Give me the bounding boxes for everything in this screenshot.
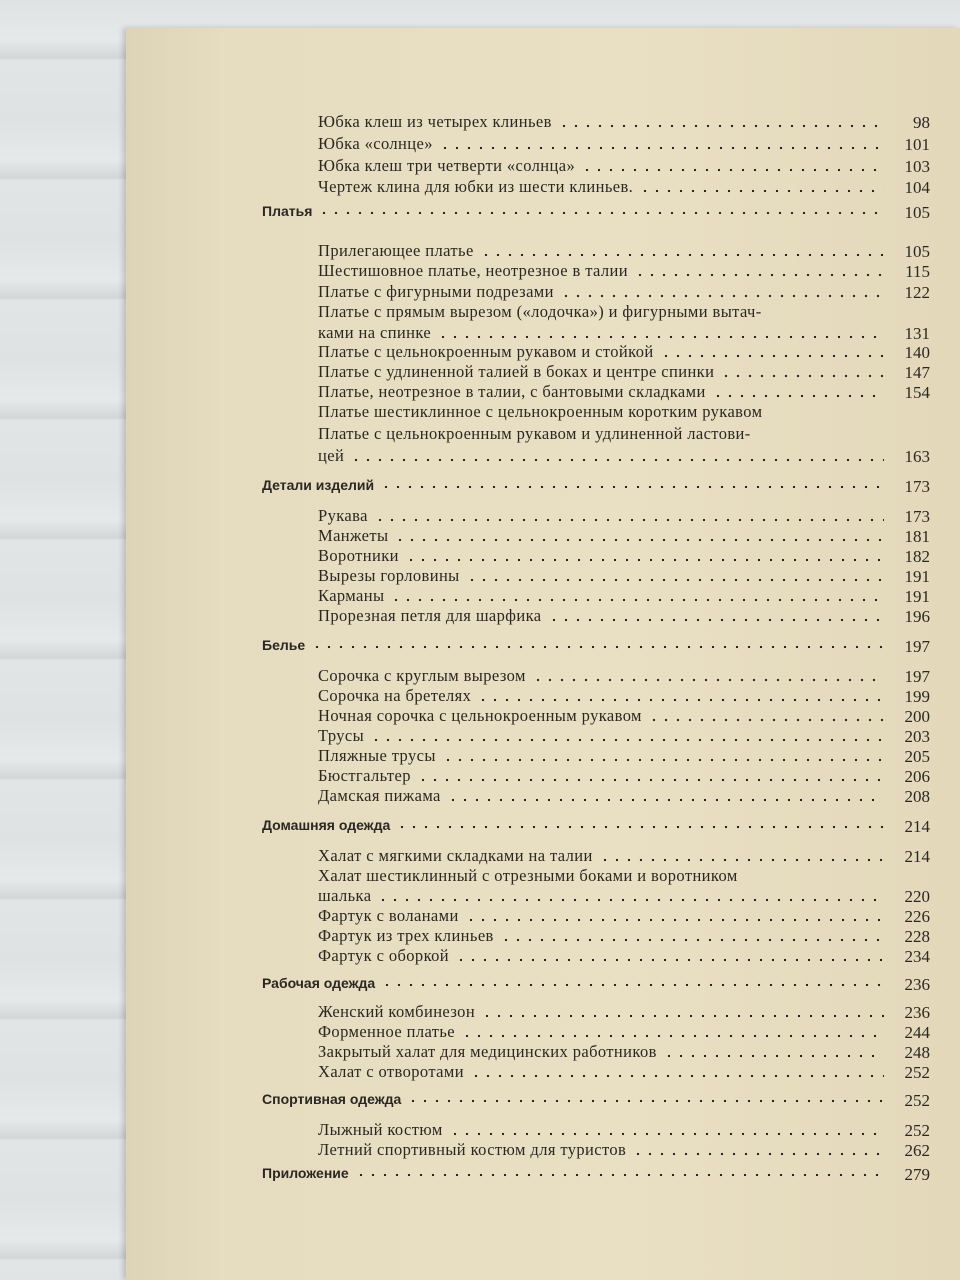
toc-entry-title: Сорочка на бретелях [318,686,472,705]
toc-entry [318,1024,890,1041]
toc-entry-title: Юбка «солнце» [318,134,433,153]
dot-leader [663,1054,884,1058]
toc-entry [318,588,890,605]
dot-leader [407,1099,884,1103]
toc-entry [318,426,890,443]
toc-page-number: 252 [904,1063,930,1082]
toc-entry [318,325,890,342]
toc-entry-title: Прорезная петля для шарфика [318,606,542,625]
toc-entry-title: шалька [318,886,372,905]
toc-page-number: 197 [904,667,930,686]
toc-entry-title: Пляжные трусы [318,746,436,765]
toc-page-number: 244 [904,1023,930,1042]
toc-entry [318,668,890,685]
toc-entry-title: Закрытый халат для медицинских работников [318,1042,657,1061]
toc-entry [318,908,890,925]
toc-page-number: 104 [904,178,930,197]
toc-page-number: 163 [904,447,930,466]
toc-page-number: 191 [904,587,930,606]
dot-leader [470,1074,884,1078]
dot-leader [632,1152,884,1156]
toc-entry-title: Вырезы горловины [318,566,460,585]
toc-entry-title: Платье с цельнокроенным рукавом и стойкой [318,342,654,361]
toc-entry [318,1044,890,1061]
dot-leader [374,518,884,522]
toc-entry [318,728,890,745]
toc-page-number: 105 [904,242,930,261]
dot-leader [768,314,884,318]
toc-page-number: 205 [904,747,930,766]
toc-entry [318,688,890,705]
toc-entry-title: ками на спинке [318,323,432,342]
toc-entry-title: Дамская пижама [318,786,441,805]
toc-entry-title: Чертеж клина для юбки из шести клиньев. [318,177,634,196]
toc-page-number: 279 [904,1165,930,1184]
toc-entry [318,136,890,153]
toc-entry-title: Платье шестиклинное с цельнокроенным коротким рукавом [318,402,763,421]
toc-entry [318,1004,890,1021]
toc-page-number: 226 [904,907,930,926]
toc-entry [318,384,890,401]
toc-entry-title: Летний спортивный костюм для туристов [318,1140,627,1159]
dot-leader [447,798,884,802]
toc-page-number: 199 [904,687,930,706]
dot-leader [449,1132,884,1136]
toc-page-number: 236 [904,1003,930,1022]
toc-page-number: 203 [904,727,930,746]
dot-leader [370,738,884,742]
toc-entry [318,788,890,805]
toc-page-number: 262 [904,1141,930,1160]
dot-leader [350,458,884,462]
toc-page-number: 197 [904,637,930,656]
toc-entry-title: Манжеты [318,526,389,545]
toc-entry [318,708,890,725]
toc-entry [318,344,890,361]
toc-entry [318,364,890,381]
dot-leader [439,146,884,150]
dot-leader [744,878,884,882]
toc-page-number: 154 [904,383,930,402]
toc-entry-title: Лыжный костюм [318,1120,443,1139]
toc-entry [318,114,890,131]
toc-entry-title: Шестишовное платье, неотрезное в талии [318,261,629,280]
dot-leader [455,958,884,962]
toc-entry-title: Платья [262,203,313,219]
dot-leader [639,189,884,193]
toc-page-number: 220 [904,887,930,906]
toc-section-heading [262,976,890,990]
toc-entry-title: Платье с фигурными подрезами [318,282,554,301]
toc-entry-title: Платье с удлиненной талией в боках и центре спинки [318,362,715,381]
dot-leader [481,1014,884,1018]
dot-leader [712,394,884,398]
toc-page-number: 98 [913,113,930,132]
dot-leader [532,678,884,682]
dot-leader [380,485,884,489]
toc-section-heading [262,204,890,218]
toc-entry-title: Форменное платье [318,1022,456,1041]
dot-leader [560,294,884,298]
dot-leader [396,825,884,829]
toc-entry [318,404,890,421]
toc-entry [318,179,890,196]
toc-entry-title: Карманы [318,586,385,605]
dot-leader [390,598,884,602]
toc-page-number: 200 [904,707,930,726]
dot-leader [442,758,884,762]
toc-entry-title: Рукава [318,506,368,525]
toc-section-heading [262,1166,890,1180]
toc-entry-title: Воротники [318,546,399,565]
dot-leader [768,414,884,418]
toc-entry-title: Детали изделий [262,477,375,493]
toc-page-number: 101 [904,135,930,154]
toc-entry-title: Халат шестиклинный с отрезными боками и воротником [318,866,738,885]
dot-leader [477,698,884,702]
toc-page-number: 252 [904,1091,930,1110]
toc-page-number: 214 [904,817,930,836]
dot-leader [311,645,884,649]
toc-entry [318,768,890,785]
toc-entry-title: Фартук из трех клиньев [318,926,494,945]
toc-entry [318,263,890,280]
dot-leader [581,168,884,172]
toc-entry-title: Платье с цельнокроенным рукавом и удлиненной ластови- [318,424,751,443]
dot-leader [648,718,884,722]
toc-page-number: 182 [904,547,930,566]
toc-page-number: 234 [904,947,930,966]
toc-page-number: 122 [904,283,930,302]
toc-entry [318,1064,890,1081]
dot-leader [548,618,884,622]
toc-entry-title: Прилегающее платье [318,241,474,260]
dot-leader [599,858,884,862]
toc-entry-title: Ночная сорочка с цельнокроенным рукавом [318,706,642,725]
dot-leader [405,558,884,562]
toc-page-number: 105 [904,203,930,222]
toc-page-number: 228 [904,927,930,946]
toc-entry-title: Платье, неотрезное в талии, с бантовыми складками [318,382,706,401]
dot-leader [558,124,884,128]
toc-entry [318,528,890,545]
toc-entry-title: Рабочая одежда [262,975,376,991]
toc-entry [318,284,890,301]
toc-entry-title: цей [318,446,345,465]
dot-leader [634,273,884,277]
toc-page-number: 208 [904,787,930,806]
toc-entry [318,508,890,525]
toc-entry-title: Юбка клеш три четверти «солнца» [318,156,576,175]
dot-leader [461,1034,884,1038]
toc-entry-title: Халат с отворотами [318,1062,464,1081]
toc-page-number: 131 [904,324,930,343]
toc-entry [318,608,890,625]
toc-page-number: 173 [904,477,930,496]
toc-entry-title: Платье с прямым вырезом («лодочка») и фигурными вытач- [318,302,762,321]
toc-entry [318,748,890,765]
toc-entry-title: Трусы [318,726,365,745]
dot-leader [377,898,884,902]
toc-section-heading [262,1092,890,1106]
toc-entry-title: Белье [262,637,306,653]
toc-entry [318,948,890,965]
toc-entry [318,928,890,945]
toc-page-number: 191 [904,567,930,586]
toc-entry [318,868,890,885]
toc-page-number: 206 [904,767,930,786]
dot-leader [394,538,884,542]
toc-entry [318,304,890,321]
toc-entry [318,888,890,905]
toc-entry [318,158,890,175]
toc-page-number: 252 [904,1121,930,1140]
toc-entry-title: Юбка клеш из четырех клиньев [318,112,552,131]
toc-entry [318,243,890,260]
toc-section-heading [262,638,890,652]
toc-entry-title: Спортивная одежда [262,1091,402,1107]
dot-leader [417,778,884,782]
toc-entry-title: Бюстгальтер [318,766,411,785]
toc-page-number: 140 [904,343,930,362]
dot-leader [465,918,884,922]
toc-section-heading [262,478,890,492]
toc-entry [318,568,890,585]
dot-leader [381,983,884,987]
toc-entry-title: Сорочка с круглым вырезом [318,666,526,685]
toc-entry [318,1142,890,1159]
dot-leader [318,211,884,215]
toc-page-number: 181 [904,527,930,546]
toc-page-number: 196 [904,607,930,626]
toc-entry-title: Фартук с оборкой [318,946,450,965]
toc-page-number: 248 [904,1043,930,1062]
toc-entry [318,1122,890,1139]
toc-entry-title: Приложение [262,1165,349,1181]
toc-page-number: 214 [904,847,930,866]
toc-entry-title: Фартук с воланами [318,906,459,925]
toc-entry [318,448,890,465]
toc-entry-title: Женский комбинезон [318,1002,476,1021]
toc-entry-title: Домашняя одежда [262,817,391,833]
toc-page-number: 115 [905,262,930,281]
toc-page-number: 147 [904,363,930,382]
toc-section-heading [262,818,890,832]
toc-page-number: 173 [904,507,930,526]
dot-leader [720,374,884,378]
toc-entry [318,848,890,865]
dot-leader [355,1173,884,1177]
dot-leader [660,354,884,358]
toc-entry-title: Халат с мягкими складками на талии [318,846,593,865]
dot-leader [437,335,884,339]
dot-leader [480,253,884,257]
dot-leader [466,578,884,582]
dot-leader [757,436,884,440]
dot-leader [500,938,884,942]
toc-page-number: 236 [904,975,930,994]
toc-entry [318,548,890,565]
toc-page-number: 103 [904,157,930,176]
